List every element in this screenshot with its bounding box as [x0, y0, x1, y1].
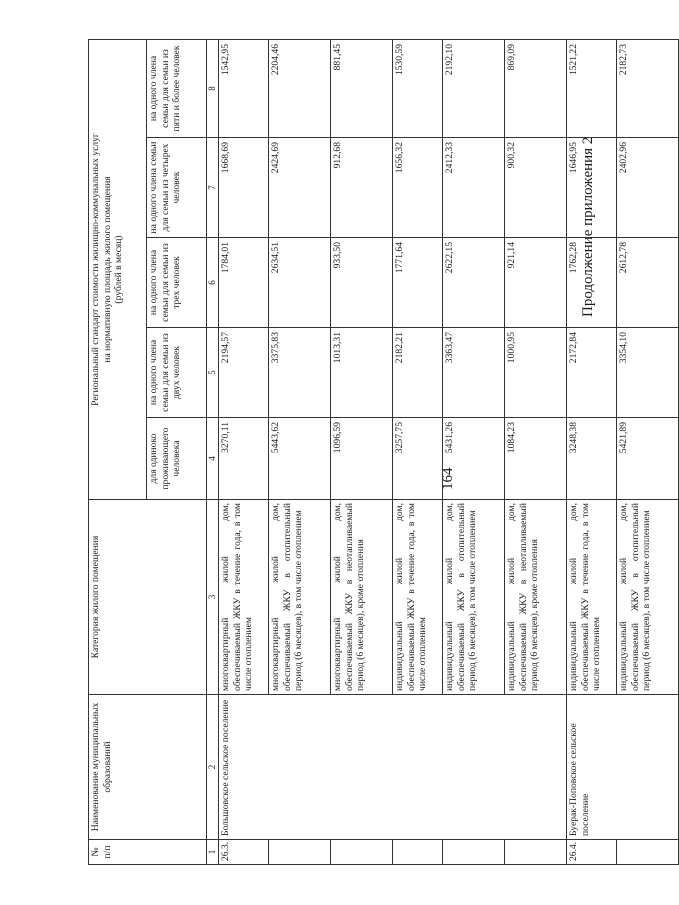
value-cell: 3354,10	[616, 328, 678, 418]
value-cell: 1762,28	[566, 238, 616, 328]
col-index: 3	[207, 500, 219, 695]
value-cell: 900,32	[504, 138, 566, 238]
housing-category: многоквартирный жилой дом, обеспечиваемый ЖКУ в неотапливаемый период (6 месяцев), кроме отопления	[330, 500, 392, 695]
value-cell: 2622,15	[442, 238, 504, 328]
value-cell: 3363,47	[442, 328, 504, 418]
value-cell: 5443,62	[268, 418, 330, 500]
row-number: 26.4.	[566, 840, 616, 865]
header-sub-single: для одиноко проживающего человека	[147, 418, 207, 500]
value-cell: 2424,69	[268, 138, 330, 238]
value-cell: 1542,95	[218, 39, 268, 137]
value-cell: 3257,75	[392, 418, 442, 500]
header-standard-line2: на нормативную площадь жилого помещения	[101, 176, 113, 363]
col-index: 4	[207, 418, 219, 500]
row-number	[442, 840, 504, 865]
value-cell: 2172,84	[566, 328, 616, 418]
value-cell: 1530,59	[392, 39, 442, 137]
value-cell: 2182,73	[616, 39, 678, 137]
row-number	[268, 840, 330, 865]
header-sub-three: на одного члена семьи для семьи из трех человек	[147, 238, 207, 328]
row-number	[330, 840, 392, 865]
value-cell: 2182,21	[392, 328, 442, 418]
page-number: 164	[440, 467, 456, 490]
value-cell: 1656,32	[392, 138, 442, 238]
col-index: 8	[207, 39, 219, 137]
row-number	[504, 840, 566, 865]
housing-category: индивидуальный жилой дом, обеспечиваемый ЖКУ в течение года, в том числе отоплением	[566, 500, 616, 695]
value-cell: 933,50	[330, 238, 392, 328]
value-cell: 3248,38	[566, 418, 616, 500]
housing-category: индивидуальный жилой дом, обеспечиваемый ЖКУ в неотапливаемый период (6 месяцев), кроме отопления	[504, 500, 566, 695]
header-sub-two: на одного члена семьи для семьи из двух человек	[147, 328, 207, 418]
row-number	[392, 840, 442, 865]
value-cell: 2204,46	[268, 39, 330, 137]
value-cell: 881,45	[330, 39, 392, 137]
value-cell: 1096,59	[330, 418, 392, 500]
table-row	[566, 39, 616, 864]
header-municipality: Наименование муниципальных образований	[89, 695, 207, 840]
value-cell: 1084,23	[504, 418, 566, 500]
housing-category: многоквартирный жилой дом, обеспечиваемый ЖКУ в отопительный период (6 месяцев), в том числе отоплением	[268, 500, 330, 695]
col-index: 2	[207, 695, 219, 840]
row-number	[616, 840, 678, 865]
header-sub-five: на одного члена семьи для семьи из пяти и более человек	[147, 39, 207, 137]
value-cell: 1668,69	[218, 138, 268, 238]
header-standard-line1: Региональный стандарт стоимости жилищно-коммунальных услуг	[90, 133, 101, 406]
table-row	[218, 39, 268, 864]
value-cell: 2612,78	[616, 238, 678, 328]
value-cell: 2412,33	[442, 138, 504, 238]
value-cell: 1646,95	[566, 138, 616, 238]
header-sub-four: на одного члена семьи для семьи из четырех человек	[147, 138, 207, 238]
value-cell: 2402,96	[616, 138, 678, 238]
municipality-name: Большовское сельское поселение	[218, 695, 566, 840]
col-index: 1	[207, 840, 219, 865]
header-num: № п/п	[89, 840, 207, 865]
col-index: 7	[207, 138, 219, 238]
value-cell: 5421,89	[616, 418, 678, 500]
col-index: 5	[207, 328, 219, 418]
value-cell: 912,68	[330, 138, 392, 238]
housing-category: индивидуальный жилой дом, обеспечиваемый ЖКУ в течение года, в том числе отоплением	[392, 500, 442, 695]
value-cell: 869,09	[504, 39, 566, 137]
tariff-table	[88, 39, 679, 865]
value-cell: 1521,22	[566, 39, 616, 137]
value-cell: 5431,26	[442, 418, 504, 500]
value-cell: 3270,11	[218, 418, 268, 500]
col-index: 6	[207, 238, 219, 328]
header-category: Категория жилого помещения	[89, 500, 207, 695]
municipality-name: Буерак-Поповское сельское поселение	[566, 695, 678, 840]
housing-category: индивидуальный жилой дом, обеспечиваемый ЖКУ в отопительный период (6 месяцев), в том числе отоплением	[616, 500, 678, 695]
housing-category: индивидуальный жилой дом, обеспечиваемый ЖКУ в отопительный период (6 месяцев), в том числе отоплением	[442, 500, 504, 695]
value-cell: 1771,64	[392, 238, 442, 328]
value-cell: 2194,57	[218, 328, 268, 418]
value-cell: 3375,83	[268, 328, 330, 418]
row-number: 26.3.	[218, 840, 268, 865]
housing-category: многоквартирный жилой дом, обеспечиваемый ЖКУ в течение года, в том числе отоплением	[218, 500, 268, 695]
header-standard-line3: (рублей в месяц)	[113, 235, 125, 304]
header-standard	[89, 39, 147, 499]
value-cell: 1784,01	[218, 238, 268, 328]
appendix-title: Продолжение приложения 2	[580, 136, 596, 317]
value-cell: 2192,10	[442, 39, 504, 137]
value-cell: 921,14	[504, 238, 566, 328]
value-cell: 1013,31	[330, 328, 392, 418]
value-cell: 2634,51	[268, 238, 330, 328]
value-cell: 1000,95	[504, 328, 566, 418]
